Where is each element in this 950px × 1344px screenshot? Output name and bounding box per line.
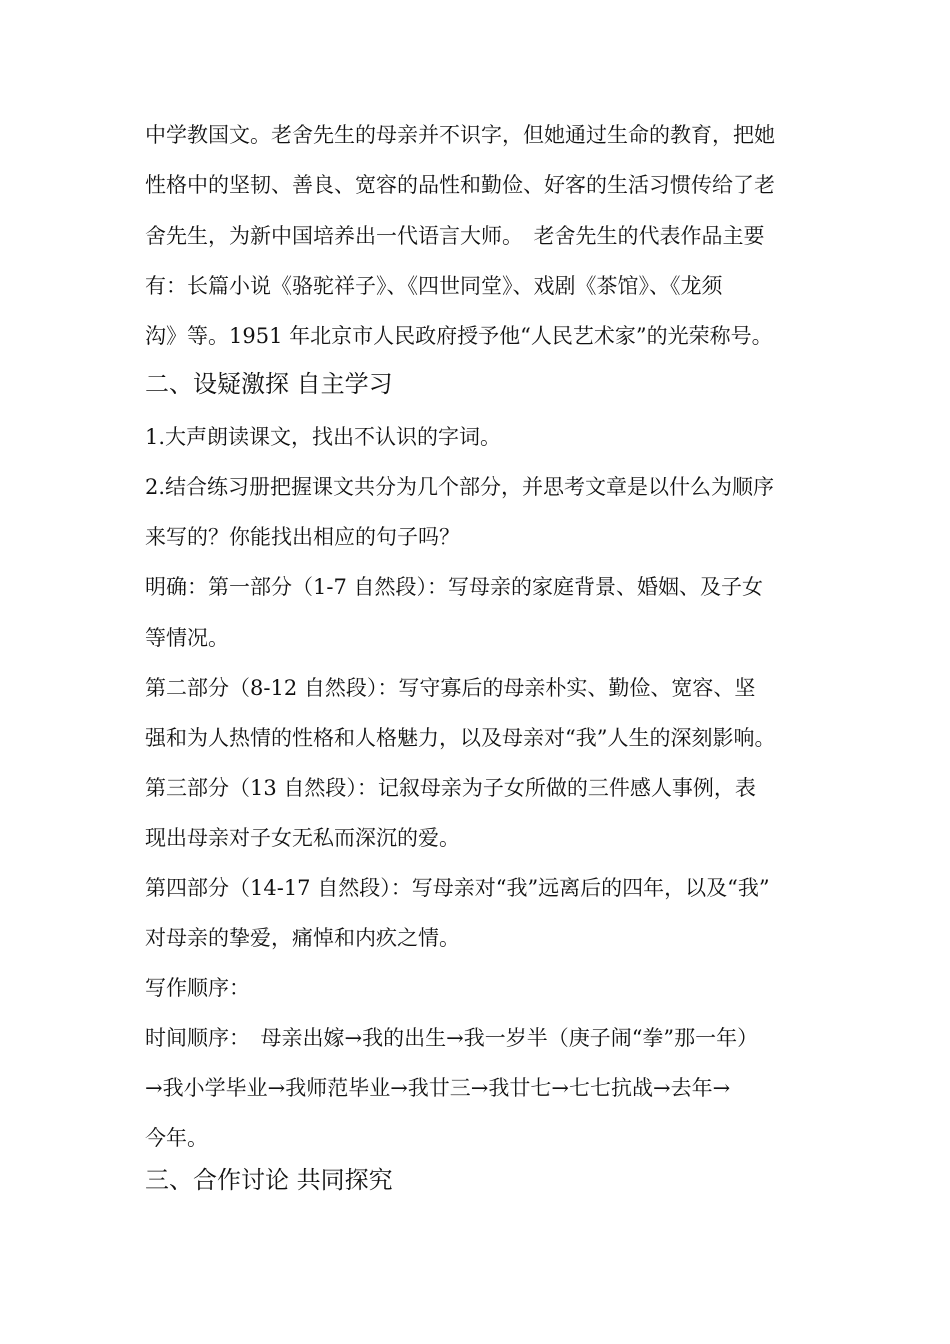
item-2-line-1: 2.结合练习册把握课文共分为几个部分，并思考文章是以什么为顺序 [145, 475, 775, 499]
part-3-line-2: 现出母亲对子女无私而深沉的爱。 [145, 826, 460, 850]
intro-line-3: 舍先生，为新中国培养出一代语言大师。 老舍先生的代表作品主要 [145, 224, 765, 248]
part-1-line-1: 明确：第一部分（1-7 自然段）：写母亲的家庭背景、婚姻、及子女 [145, 575, 763, 599]
intro-line-1: 中学教国文。老舍先生的母亲并不识字，但她通过生命的教育，把她 [145, 123, 775, 147]
intro-line-5: 沟》等。1951 年北京市人民政府授予他“人民艺术家”的光荣称号。 [145, 324, 773, 348]
part-4-line-1: 第四部分（14-17 自然段）：写母亲对“我”远离后的四年，以及“我” [145, 876, 770, 900]
part-1-line-2: 等情况。 [145, 626, 229, 650]
item-2-line-2: 来写的？你能找出相应的句子吗？ [145, 525, 460, 549]
part-3-line-1: 第三部分（13 自然段）：记叙母亲为子女所做的三件感人事例，表 [145, 776, 756, 800]
time-order-line-2: →我小学毕业→我师范毕业→我廿三→我廿七→七七抗战→去年→ [145, 1076, 731, 1100]
item-1: 1.大声朗读课文，找出不认识的字词。 [145, 425, 502, 449]
part-2-line-2: 强和为人热情的性格和人格魅力，以及母亲对“我”人生的深刻影响。 [145, 726, 776, 750]
time-order-line-3: 今年。 [145, 1126, 208, 1150]
time-order-line-1: 时间顺序： 母亲出嫁→我的出生→我一岁半（庚子闹“拳”那一年） [145, 1026, 759, 1050]
part-4-line-2: 对母亲的挚爱，痛悼和内疚之情。 [145, 926, 460, 950]
writing-order-label: 写作顺序： [145, 976, 250, 1000]
part-2-line-1: 第二部分（8-12 自然段）：写守寡后的母亲朴实、勤俭、宽容、坚 [145, 676, 756, 700]
intro-line-2: 性格中的坚韧、善良、宽容的品性和勤俭、好客的生活习惯传给了老 [145, 173, 775, 197]
section-heading-2: 二、设疑激探 自主学习 [145, 370, 393, 398]
intro-line-4: 有：长篇小说《骆驼祥子》、《四世同堂》、戏剧《茶馆》、《龙须 [145, 274, 723, 298]
section-heading-3: 三、合作讨论 共同探究 [145, 1166, 393, 1194]
